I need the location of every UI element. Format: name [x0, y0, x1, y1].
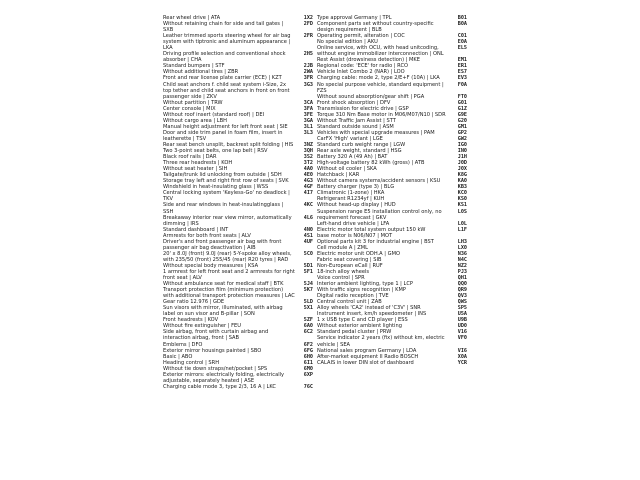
equipment-code: IG0: [457, 141, 467, 148]
equipment-description: Optional parts kit 3 for industrial engine | BST: [317, 238, 434, 245]
equipment-entry: [317, 209, 467, 221]
equipment-description: Without oil cooler | SKA: [317, 166, 377, 173]
equipment-code: 4GF: [303, 184, 313, 191]
equipment-description: Exterior mirrors: electrically folding, electrically adjustable, separately heated | ASE: [163, 371, 285, 384]
equipment-code: 5C0: [303, 250, 313, 257]
equipment-description: Regional code: 'ECE' for radio | RCO: [317, 63, 409, 70]
equipment-code: QV3: [457, 293, 467, 300]
equipment-description: No special purpose vehicle, standard equipment | FZS: [317, 81, 444, 94]
equipment-code: IN0: [457, 148, 467, 155]
equipment-description: 1 x USB type C and CD player | ESS: [317, 317, 408, 324]
equipment-description: Without special body measures | KSA: [163, 262, 259, 269]
equipment-description: Child seat anchors f. child seat system i-Size, 2x top tether and child seat anchors in front on front passenger side | ZKV: [163, 81, 290, 100]
equipment-code: QQ0: [457, 281, 467, 288]
equipment-code: QH1: [457, 275, 467, 282]
equipment-code: KS1: [457, 202, 467, 209]
equipment-description: Refrigerant R1234yf | KUH: [317, 196, 385, 203]
equipment-description: Electric motor unit ODH.A | GMO: [317, 250, 400, 257]
equipment-code: VF0: [457, 335, 467, 342]
equipment-description: Component parts set without country-specific design requirement | BLB: [317, 21, 434, 34]
equipment-description: Without ambulance seat for medical staff | BTK: [163, 281, 284, 288]
equipment-code: 76C: [303, 383, 313, 390]
equipment-code: L1F: [457, 226, 467, 233]
equipment-code: 3L1: [303, 123, 313, 130]
equipment-description: Standard outside sound | ASM: [317, 123, 394, 130]
equipment-description: Rear wheel drive | ATA: [163, 15, 221, 21]
equipment-code: 5J4: [303, 281, 313, 288]
equipment-code: EL5: [457, 45, 467, 52]
equipment-description: base motor is N06/N07 | MOT: [317, 232, 393, 239]
equipment-code: UD0: [457, 323, 467, 330]
equipment-entry: [317, 45, 467, 57]
equipment-description: Suspension range E5 installation control only, no requirement forecast | GKV: [317, 208, 442, 221]
equipment-code: 4A0: [303, 166, 313, 173]
equipment-description: Standard dashboard | INT: [163, 226, 229, 233]
equipment-code: 3QH: [303, 148, 313, 155]
equipment-code: 3G3: [303, 81, 313, 88]
equipment-code: QWS: [457, 299, 467, 306]
equipment-code: LX0: [457, 244, 467, 251]
equipment-code: C01: [457, 33, 467, 40]
equipment-code: J1H: [457, 154, 467, 161]
equipment-code: KS0: [457, 196, 467, 203]
equipment-description: Front headrests | KOV: [163, 317, 219, 324]
equipment-code: NZ2: [457, 262, 467, 269]
equipment-description: Black roof rails | DAR: [163, 154, 217, 161]
equipment-code: 3T2: [303, 160, 313, 167]
equipment-code: GP2: [457, 129, 467, 136]
equipment-code: 3NZ: [303, 141, 313, 148]
equipment-code: 2FD: [303, 21, 313, 28]
equipment-description: Without sound absorption/gear shift | PGA: [317, 93, 425, 100]
equipment-description: Battery 320 A (49 Ah) | BAT: [317, 154, 388, 161]
equipment-description: 1 armrest for left front seat and 2 armrests for right front seat | ALV: [163, 268, 295, 282]
equipment-code: ES7: [457, 69, 467, 76]
equipment-description: Service indicator 2 years (fix) without km, electric vehicle | SEA: [317, 335, 445, 348]
equipment-code: SP5: [457, 305, 467, 312]
equipment-code: 4E0: [303, 172, 313, 179]
equipment-code: 5ZF: [303, 317, 313, 324]
equipment-description: Interior ambient lighting, type 1 | LCP: [317, 281, 413, 288]
equipment-description: With traffic signs recognition | KMP: [317, 287, 406, 294]
equipment-code: J0X: [457, 166, 467, 173]
equipment-description: Online service, with OCU, with head unitcoding, without engine immobilizer interconnection | ONL: [317, 45, 444, 58]
equipment-description: Standard bumpers | STF: [163, 63, 225, 70]
equipment-description: Front shock absorption | DFV: [317, 99, 391, 106]
equipment-description: Left-hand drive vehicle | LFA: [317, 220, 390, 227]
equipment-entry: [163, 329, 313, 341]
equipment-code: 4L6: [303, 214, 313, 221]
equipment-code: 6I1: [303, 359, 313, 366]
equipment-description: Torque 310 Nm Base motor in M06/M07/N10 | SDR: [317, 111, 446, 118]
equipment-description: No special edition | AKU: [317, 39, 378, 46]
equipment-code: 5K7: [303, 287, 313, 294]
equipment-entry: [163, 130, 313, 142]
equipment-code: 2JB: [303, 63, 313, 70]
equipment-code: B01: [457, 15, 467, 21]
equipment-description: Without retaining chain for side and tail gates | SXB: [163, 21, 284, 34]
equipment-description: Center console | MIX: [163, 105, 216, 112]
equipment-code: 3CA: [303, 99, 313, 106]
equipment-entry: [163, 305, 313, 317]
equipment-code: 6XP: [303, 371, 313, 378]
equipment-code: EM1: [457, 57, 467, 64]
equipment-entry: [163, 21, 313, 33]
equipment-description: Without exterior ambient lighting: [317, 323, 402, 330]
equipment-code: EV3: [457, 75, 467, 82]
equipment-description: 20' x 8.0J (front) 9.0J (rear) 5-Y-spoke alloy wheels, with 235/50 (front) 255/45 (rear) R20 tyres | RAD: [163, 250, 292, 263]
equipment-code: L0L: [457, 220, 467, 227]
equipment-code: E0A: [457, 39, 467, 46]
equipment-code: PJ3: [457, 268, 467, 275]
equipment-entry: [163, 287, 313, 299]
equipment-description: Without camera systems/accident sensors | KSU: [317, 178, 441, 185]
equipment-code: 5D1: [303, 262, 313, 269]
left-code-column: [163, 15, 313, 390]
equipment-code: 4N0: [303, 226, 313, 233]
equipment-description: Side airbag, front with curtain airbag and interaction airbag, front | SAB: [163, 329, 269, 342]
equipment-description: Rear axle weight, standard | HSG: [317, 148, 402, 155]
equipment-code: 3FE: [303, 111, 313, 118]
equipment-description: Non-European eCall | RUF: [317, 262, 383, 269]
equipment-description: Emblems | DFO: [163, 341, 203, 348]
equipment-code: 4UF: [303, 238, 313, 245]
equipment-entry: [163, 215, 313, 227]
equipment-entry: [317, 82, 467, 94]
equipment-entry: [163, 51, 313, 63]
equipment-description: Fabric seat covering | SIB: [317, 256, 382, 263]
equipment-description: Hatchback | KAR: [317, 172, 360, 179]
equipment-description: Manual height adjustment for left front seat | SIE: [163, 123, 288, 130]
equipment-description: Exterior mirror housings painted | SBO: [163, 347, 262, 354]
equipment-entry: [163, 251, 313, 263]
equipment-code: F0A: [457, 81, 467, 88]
equipment-description: Without cargo area | LBH: [163, 117, 227, 124]
equipment-description: Alloy wheels 'CA2' instead of 'C3V' | SNR: [317, 305, 421, 312]
equipment-code: 2WA: [303, 69, 313, 76]
equipment-description: Breakaway interior rear view mirror, automatically dimming | IRS: [163, 214, 292, 227]
equipment-entry: [163, 33, 313, 51]
equipment-code: 6F2: [303, 341, 313, 348]
equipment-code: B0A: [457, 21, 467, 28]
equipment-code: GW2: [457, 135, 467, 142]
equipment-code: K8G: [457, 172, 467, 179]
equipment-code: 4KC: [303, 202, 313, 209]
equipment-code: 5LD: [303, 299, 313, 306]
equipment-description: Climatronic (1-zone) | HKA: [317, 190, 385, 197]
equipment-description: Without roof insert (standard roof) | DEI: [163, 111, 265, 118]
equipment-description: Without Traffic Jam Assist | STT: [317, 117, 396, 124]
equipment-code: G9E: [457, 111, 467, 118]
equipment-entry: [163, 190, 313, 202]
equipment-code: KA0: [457, 178, 467, 185]
equipment-description: Basic | ABO: [163, 353, 193, 360]
equipment-code: 3GA: [303, 117, 313, 124]
equipment-code: V16: [457, 329, 467, 336]
equipment-code: 2H5: [303, 51, 313, 58]
equipment-code: 5X1: [303, 305, 313, 312]
equipment-description: Heading control | SRH: [163, 359, 220, 366]
equipment-description: Armrests for both front seats | ALV: [163, 232, 251, 239]
equipment-description: Without partition | TRW: [163, 99, 223, 106]
equipment-description: Digital radio reception | TVE: [317, 293, 389, 300]
equipment-description: Windshield in heat-insulating glass | WSS: [163, 184, 269, 191]
equipment-code: 3L3: [303, 129, 313, 136]
equipment-code: 4G3: [303, 178, 313, 185]
equipment-entry: [317, 21, 467, 33]
equipment-code: KC0: [457, 190, 467, 197]
equipment-description: Voice control | SPR: [317, 275, 365, 282]
equipment-code: 6M0: [303, 365, 313, 372]
equipment-code: 4S1: [303, 232, 313, 239]
equipment-description: Driver's and front passenger air bag with front passenger air bag deactivation | AIB: [163, 238, 282, 251]
equipment-description: 18-inch alloy wheels: [317, 268, 370, 275]
equipment-description: Transport protection film (minimum protection) with additional transport protection measures | LAC: [163, 287, 295, 300]
equipment-code: FT0: [457, 93, 467, 100]
equipment-description: Gear ratio 12.976 | GDE: [163, 299, 225, 306]
equipment-code: G20: [457, 117, 467, 124]
equipment-description: Transmission for electric drive | GSP: [317, 105, 409, 112]
equipment-code: 4I7: [303, 190, 313, 197]
equipment-description: High-voltage battery 82 kWh (gross) | ATB: [317, 160, 425, 167]
equipment-description: Vehicle Inlet Combo 2 (NAR) | LOO: [317, 69, 405, 76]
equipment-code: N36: [457, 250, 467, 257]
equipment-description: Vehicles with special upgrade measures | PAM: [317, 129, 435, 136]
equipment-code: 3S2: [303, 154, 313, 161]
equipment-code: GM1: [457, 123, 467, 130]
equipment-description: Standard pedal cluster | PRW: [317, 329, 392, 336]
equipment-code: 5F1: [303, 268, 313, 275]
equipment-description: Without head-up display | HUD: [317, 202, 396, 209]
equipment-description: After-market equipment II Radio BOSCH: [317, 353, 419, 360]
equipment-description: Battery charger (type 3) | BLG: [317, 184, 395, 191]
equipment-description: CALAIS in lower DIN slot of dashboard: [317, 359, 414, 366]
equipment-description: Front and rear license plate carrier (ECE) | KZT: [163, 75, 282, 82]
equipment-description: CarFX 'High' variant | LGE: [317, 135, 383, 142]
equipment-description: Storage tray left and right first row of seats | SVK: [163, 178, 289, 185]
equipment-description: Central control unit | ZAB: [317, 299, 382, 306]
equipment-description: Rest Assist (drowsiness detection) | MKE: [317, 57, 420, 64]
equipment-description: Central locking system 'Keyless-Go' no deadlock | TKV: [163, 190, 290, 203]
equipment-code: 6FG: [303, 347, 313, 354]
equipment-entry: [163, 202, 313, 214]
equipment-description: Charging cable: mode 2, type 2/E+F (10A) | LKA: [317, 75, 440, 82]
equipment-code: QR9: [457, 287, 467, 294]
equipment-description: Door and side trim panel in foam film, insert in leatherette | TSV: [163, 129, 283, 142]
equipment-code: VI6: [457, 347, 467, 354]
equipment-description: Electric motor total system output 150 kW: [317, 226, 426, 233]
equipment-description: Cell module A | ZML: [317, 244, 369, 251]
equipment-code: LH3: [457, 238, 467, 245]
equipment-description: Operating permit, alteration | COC: [317, 33, 405, 40]
equipment-code: ER1: [457, 63, 467, 70]
equipment-entry: [163, 82, 313, 100]
equipment-entry: [163, 384, 313, 390]
equipment-description: Tailgate/trunk lid unlocking from outside | SDH: [163, 172, 282, 179]
equipment-code: G01: [457, 99, 467, 106]
equipment-code: J0D: [457, 160, 467, 167]
equipment-description: Standard curb weight range | LGW: [317, 141, 406, 148]
equipment-code: X0A: [457, 353, 467, 360]
right-code-column: [317, 15, 467, 366]
equipment-code: U5A: [457, 311, 467, 318]
equipment-entry: [163, 239, 313, 251]
equipment-description: Side and rear windows in heat-insulatingglass | SSH: [163, 202, 284, 215]
equipment-code: 6A0: [303, 323, 313, 330]
equipment-description: Charging cable mode 3, type 2/3, 16 A | LKC: [163, 383, 276, 390]
equipment-description: National sales program Germany | LDA: [317, 347, 417, 354]
equipment-entry: [163, 372, 313, 384]
equipment-code: U9B: [457, 317, 467, 324]
equipment-code: G1Z: [457, 105, 467, 112]
equipment-code: 6C2: [303, 329, 313, 336]
equipment-entry: [317, 335, 467, 347]
equipment-code: KB3: [457, 184, 467, 191]
equipment-description: Without seat heater | SIH: [163, 166, 228, 173]
equipment-code: 1X2: [303, 15, 313, 21]
equipment-entry: [163, 269, 313, 281]
equipment-code: L0S: [457, 208, 467, 215]
equipment-description: Type approval Germany | TPL: [317, 15, 392, 21]
equipment-code: N4C: [457, 256, 467, 263]
equipment-description: Leather trimmed sports steering wheel for air bag system with tiptronic and aluminum appearance | LKA: [163, 33, 291, 52]
equipment-entry: [317, 360, 467, 366]
equipment-description: Three rear headrests | KOH: [163, 160, 233, 167]
equipment-description: Two 3-point seat belts, one lap belt | RSV: [163, 148, 268, 155]
equipment-code: 2FR: [303, 33, 313, 40]
equipment-description: Instrument insert, km/h speedometer | INS: [317, 311, 427, 318]
equipment-description: Without fire extinguisher | FEU: [163, 323, 241, 330]
equipment-description: Without tie down straps/net/pocket | SPS: [163, 365, 268, 372]
equipment-description: Driving profile selection and conventional shock absorber | CHA: [163, 51, 286, 64]
equipment-code: YCR: [457, 359, 467, 366]
equipment-description: Rear seat bench unsplit, backrest split folding | HIS: [163, 141, 294, 148]
equipment-description: Sun visors with mirror, illuminated, with airbag label on sun visor and B-pillar | SON: [163, 305, 283, 318]
equipment-description: Without additional tires | ZBR: [163, 69, 239, 76]
equipment-code: 6H0: [303, 353, 313, 360]
equipment-code: 3FR: [303, 75, 313, 82]
equipment-code: 3FA: [303, 105, 313, 112]
